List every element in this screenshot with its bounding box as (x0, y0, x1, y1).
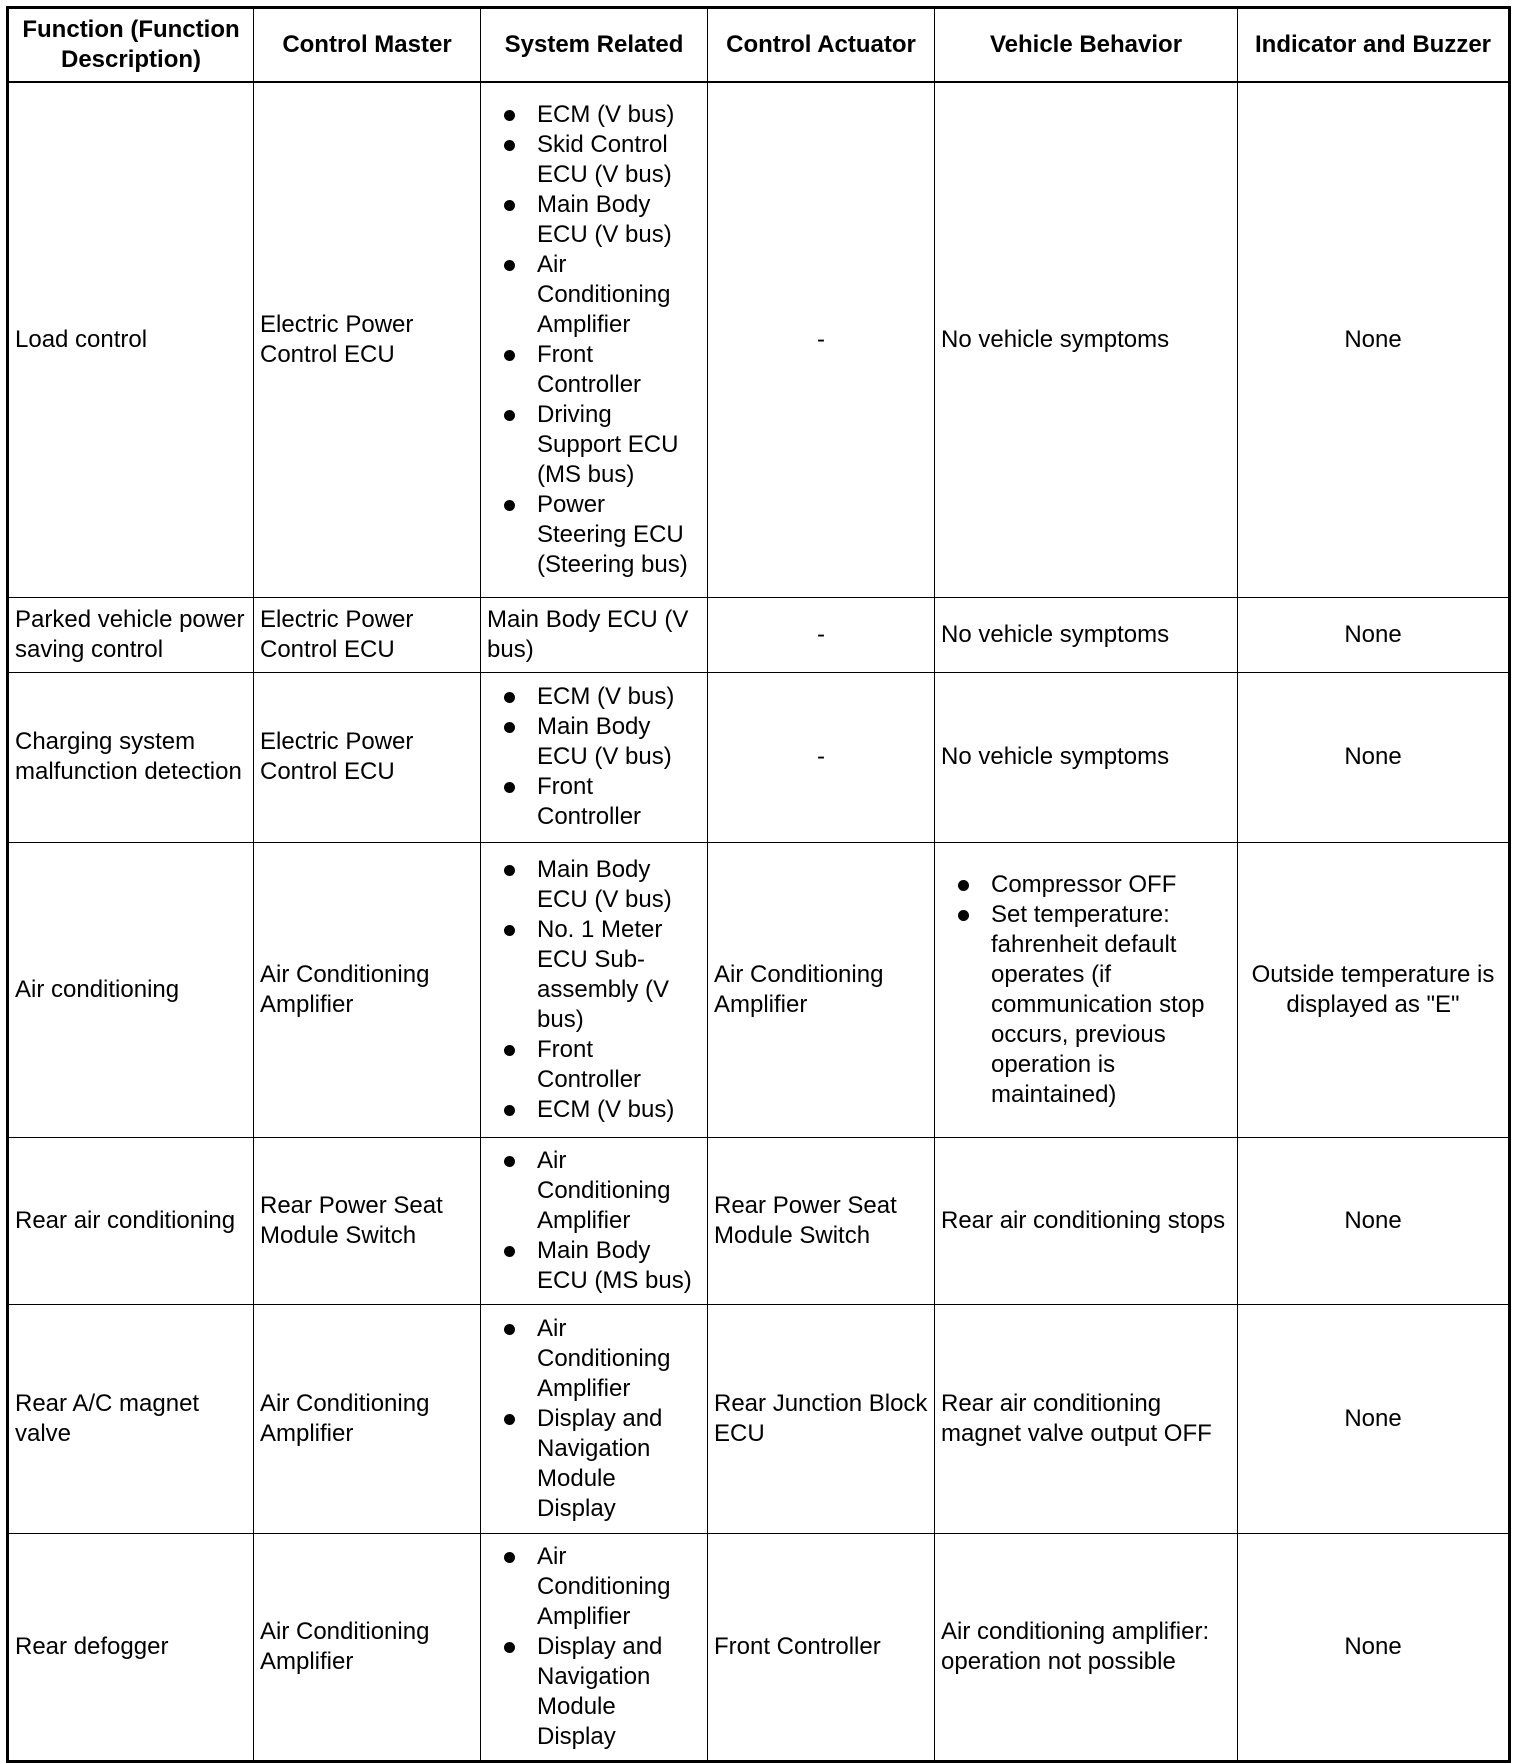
cell-system-related (481, 842, 708, 1137)
header-vehicle-behavior: Vehicle Behavior (935, 8, 1238, 83)
bullet-list (487, 855, 701, 1125)
bullet-list (941, 870, 1231, 1110)
bullet-list (487, 682, 701, 832)
cell-control-actuator: Air Conditioning Amplifier (708, 842, 935, 1137)
header-system-related: System Related (481, 8, 708, 83)
bullet-item: Compressor OFF (941, 870, 1231, 900)
cell-control-master: Electric Power Control ECU (254, 672, 481, 842)
cell-control-master: Air Conditioning Amplifier (254, 1304, 481, 1533)
table-body (8, 82, 1510, 1761)
cell-control-actuator: Front Controller (708, 1533, 935, 1761)
cell-control-actuator: - (708, 82, 935, 597)
cell-function: Parked vehicle power saving control (8, 597, 254, 672)
cell-control-actuator: - (708, 597, 935, 672)
cell-vehicle-behavior: No vehicle symptoms (935, 672, 1238, 842)
cell-control-master: Rear Power Seat Module Switch (254, 1137, 481, 1304)
table-row (8, 82, 1510, 597)
bullet-item: No. 1 Meter ECU Sub-assembly (V bus) (487, 915, 701, 1035)
cell-control-actuator: - (708, 672, 935, 842)
bullet-item: ECM (V bus) (487, 1095, 701, 1125)
cell-function: Charging system malfunction detection (8, 672, 254, 842)
bullet-item: ECM (V bus) (487, 100, 701, 130)
bullet-item: Display and Navigation Module Display (487, 1404, 701, 1524)
cell-control-actuator: Rear Power Seat Module Switch (708, 1137, 935, 1304)
bullet-item: ECM (V bus) (487, 682, 701, 712)
cell-system-related: Main Body ECU (V bus) (481, 597, 708, 672)
cell-vehicle-behavior: No vehicle symptoms (935, 82, 1238, 597)
bullet-list (487, 1542, 701, 1752)
cell-indicator-buzzer: None (1238, 1304, 1510, 1533)
bullet-list (487, 1146, 701, 1296)
cell-vehicle-behavior: Rear air conditioning stops (935, 1137, 1238, 1304)
table-row (8, 842, 1510, 1137)
cell-indicator-buzzer: None (1238, 82, 1510, 597)
cell-function: Rear air conditioning (8, 1137, 254, 1304)
header-indicator-buzzer: Indicator and Buzzer (1238, 8, 1510, 83)
cell-indicator-buzzer: None (1238, 1533, 1510, 1761)
bullet-item: Set temperature: fahrenheit default operates (if communication stop occurs, previous operation is maintained) (941, 900, 1231, 1110)
cell-function: Load control (8, 82, 254, 597)
cell-system-related (481, 672, 708, 842)
bullet-item: Main Body ECU (V bus) (487, 712, 701, 772)
bullet-item: Main Body ECU (V bus) (487, 855, 701, 915)
cell-control-master: Air Conditioning Amplifier (254, 1533, 481, 1761)
header-row (8, 8, 1510, 83)
cell-control-master: Electric Power Control ECU (254, 82, 481, 597)
cell-function: Rear A/C magnet valve (8, 1304, 254, 1533)
cell-indicator-buzzer: None (1238, 1137, 1510, 1304)
bullet-item: Front Controller (487, 772, 701, 832)
function-table (6, 6, 1511, 1763)
table-row (8, 672, 1510, 842)
cell-vehicle-behavior: Rear air conditioning magnet valve output OFF (935, 1304, 1238, 1533)
bullet-item: Skid Control ECU (V bus) (487, 130, 701, 190)
cell-system-related (481, 1137, 708, 1304)
header-control-actuator: Control Actuator (708, 8, 935, 83)
bullet-item: Air Conditioning Amplifier (487, 1146, 701, 1236)
table-row (8, 1533, 1510, 1761)
cell-vehicle-behavior: Air conditioning amplifier: operation not possible (935, 1533, 1238, 1761)
cell-control-master: Air Conditioning Amplifier (254, 842, 481, 1137)
cell-function: Rear defogger (8, 1533, 254, 1761)
table-row (8, 1304, 1510, 1533)
cell-vehicle-behavior (935, 842, 1238, 1137)
cell-vehicle-behavior: No vehicle symptoms (935, 597, 1238, 672)
bullet-list (487, 1314, 701, 1524)
cell-indicator-buzzer: None (1238, 597, 1510, 672)
bullet-item: Display and Navigation Module Display (487, 1632, 701, 1752)
bullet-item: Main Body ECU (V bus) (487, 190, 701, 250)
cell-indicator-buzzer: Outside temperature is displayed as "E" (1238, 842, 1510, 1137)
bullet-item: Power Steering ECU (Steering bus) (487, 490, 701, 580)
cell-control-master: Electric Power Control ECU (254, 597, 481, 672)
bullet-item: Air Conditioning Amplifier (487, 1542, 701, 1632)
header-control-master: Control Master (254, 8, 481, 83)
bullet-item: Front Controller (487, 340, 701, 400)
table-row (8, 597, 1510, 672)
cell-system-related (481, 1304, 708, 1533)
bullet-list (487, 100, 701, 580)
cell-function: Air conditioning (8, 842, 254, 1137)
bullet-item: Main Body ECU (MS bus) (487, 1236, 701, 1296)
cell-system-related (481, 1533, 708, 1761)
header-function: Function (Function Description) (8, 8, 254, 83)
bullet-item: Air Conditioning Amplifier (487, 1314, 701, 1404)
table-row (8, 1137, 1510, 1304)
bullet-item: Front Controller (487, 1035, 701, 1095)
cell-control-actuator: Rear Junction Block ECU (708, 1304, 935, 1533)
cell-indicator-buzzer: None (1238, 672, 1510, 842)
bullet-item: Air Conditioning Amplifier (487, 250, 701, 340)
bullet-item: Driving Support ECU (MS bus) (487, 400, 701, 490)
cell-system-related (481, 82, 708, 597)
